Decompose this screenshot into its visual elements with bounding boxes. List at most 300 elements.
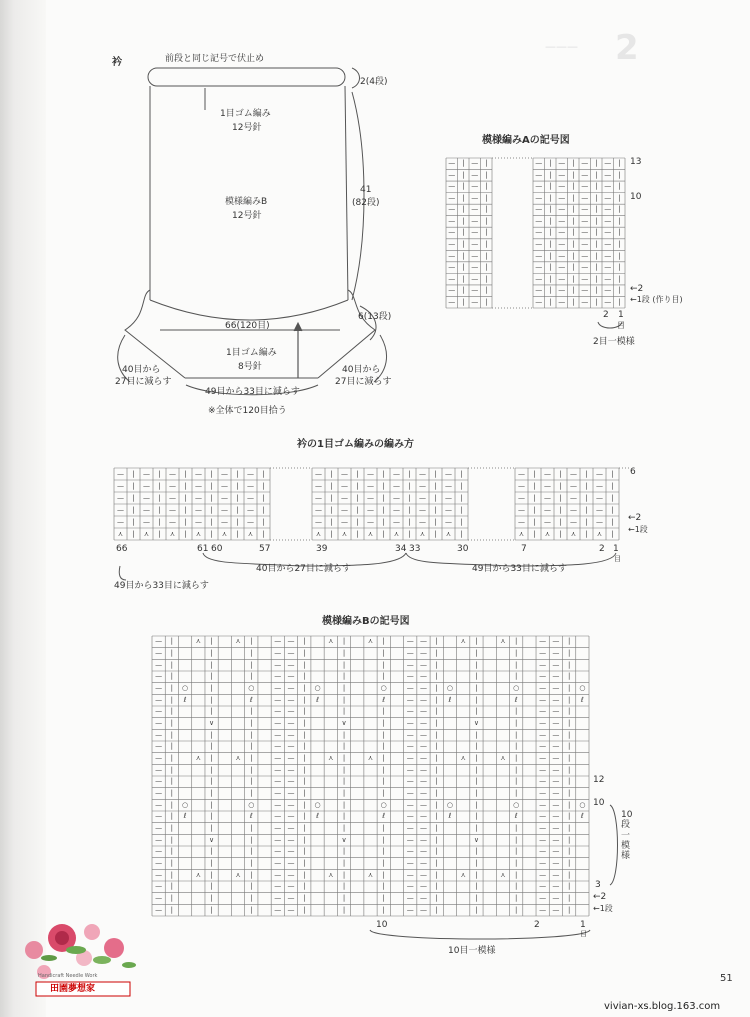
stitch-symbol: ○ xyxy=(314,800,321,809)
stitch-symbol: | xyxy=(303,835,306,844)
stitch-symbol: | xyxy=(342,660,346,669)
stitch-symbol: | xyxy=(342,765,346,774)
stitch-symbol: — xyxy=(518,517,525,526)
pickup-note: ※全体で120目拾う xyxy=(208,406,287,416)
stitch-symbol: | xyxy=(533,529,536,538)
stitch-symbol: — xyxy=(406,765,414,774)
stitch-symbol: — xyxy=(287,707,295,716)
stitch-symbol: | xyxy=(262,469,265,478)
stitch-symbol: — xyxy=(539,835,547,844)
stitch-symbol: — xyxy=(274,870,282,879)
stitch-symbol: | xyxy=(567,800,571,809)
stitch-symbol: | xyxy=(595,228,598,237)
stitch-symbol: | xyxy=(303,730,306,739)
stitch-symbol: ○ xyxy=(248,683,255,692)
stitch-symbol: | xyxy=(382,905,385,914)
stitch-symbol: — xyxy=(445,517,452,526)
stitch-symbol: | xyxy=(549,251,552,260)
rib-col-33: 33 xyxy=(409,544,421,554)
stitch-symbol: | xyxy=(485,251,488,260)
stitch-symbol: | xyxy=(475,893,478,902)
stitch-symbol: | xyxy=(572,263,575,272)
stitch-symbol: ⋏ xyxy=(518,529,525,538)
stitch-symbol: — xyxy=(581,228,589,237)
stitch-symbol: — xyxy=(552,718,560,727)
stitch-symbol: | xyxy=(611,493,614,502)
stitch-symbol: | xyxy=(303,870,306,879)
stitch-symbol: — xyxy=(393,505,400,514)
stitch-symbol: — xyxy=(535,159,543,168)
stitch-symbol: — xyxy=(419,718,427,727)
stitch-symbol: | xyxy=(595,274,598,283)
stitch-symbol: | xyxy=(460,469,463,478)
stitch-symbol: — xyxy=(448,240,456,249)
stitch-symbol: | xyxy=(514,893,518,902)
chart-a-col-2: 2 xyxy=(603,310,609,320)
rib-col-39: 39 xyxy=(316,544,328,554)
stitch-symbol: — xyxy=(274,672,282,681)
stitch-symbol: | xyxy=(382,648,385,657)
stitch-symbol: | xyxy=(132,505,135,514)
stitch-symbol: | xyxy=(250,672,253,681)
stitch-symbol: ∨ xyxy=(341,835,347,844)
stitch-symbol: — xyxy=(406,812,414,821)
stitch-symbol: | xyxy=(567,777,571,786)
rib-col-61: 61 xyxy=(197,544,209,554)
stitch-symbol: — xyxy=(570,469,577,478)
stitch-symbol: — xyxy=(419,905,427,914)
stitch-symbol: — xyxy=(393,469,400,478)
stitch-symbol: | xyxy=(382,730,385,739)
stitch-symbol: | xyxy=(250,847,253,856)
stitch-symbol: — xyxy=(274,835,282,844)
stitch-symbol: | xyxy=(549,286,552,295)
stitch-symbol: — xyxy=(535,216,543,225)
stitch-symbol: | xyxy=(250,788,253,797)
stitch-symbol: | xyxy=(210,707,213,716)
stitch-symbol: — xyxy=(448,251,456,260)
stitch-symbol: | xyxy=(514,707,518,716)
stitch-symbol: | xyxy=(330,481,333,490)
stitch-symbol: | xyxy=(262,505,265,514)
stitch-symbol: | xyxy=(435,672,438,681)
stitch-symbol: — xyxy=(535,205,543,214)
stitch-symbol: — xyxy=(558,205,566,214)
rib-row-2: ←2 xyxy=(628,513,642,523)
stitch-symbol: | xyxy=(303,800,306,809)
stitch-symbol: | xyxy=(170,648,174,657)
stitch-symbol: | xyxy=(170,905,174,914)
stitch-symbol: — xyxy=(539,777,547,786)
stitch-symbol: — xyxy=(274,765,282,774)
stitch-symbol: | xyxy=(250,777,253,786)
stitch-symbol: ℓ xyxy=(514,695,518,704)
stitch-symbol: | xyxy=(618,216,621,225)
stitch-symbol: | xyxy=(330,505,333,514)
stitch-symbol: ⋏ xyxy=(117,529,124,538)
stitch-symbol: | xyxy=(595,240,598,249)
stitch-symbol: | xyxy=(408,469,411,478)
stitch-symbol: ⋏ xyxy=(367,529,374,538)
stitch-symbol: | xyxy=(435,812,438,821)
stitch-symbol: | xyxy=(533,493,536,502)
stitch-symbol: — xyxy=(604,297,612,306)
stitch-symbol: ⋏ xyxy=(460,870,466,879)
stitch-symbol: — xyxy=(552,882,560,891)
stitch-symbol: — xyxy=(552,777,560,786)
stitch-symbol: | xyxy=(250,660,253,669)
stitch-symbol: — xyxy=(558,228,566,237)
stitch-symbol: — xyxy=(544,469,551,478)
stitch-symbol: — xyxy=(535,274,543,283)
stitch-symbol: | xyxy=(250,753,253,762)
dim-height: 41 xyxy=(360,185,372,195)
stitch-symbol: | xyxy=(132,469,135,478)
left-decrease-2: 27目に減らす xyxy=(115,377,172,387)
stitch-symbol: | xyxy=(475,812,478,821)
stitch-symbol: | xyxy=(170,847,174,856)
stitch-symbol: — xyxy=(406,648,414,657)
stitch-symbol: | xyxy=(618,159,621,168)
stitch-symbol: — xyxy=(341,469,348,478)
stitch-symbol: — xyxy=(155,777,163,786)
stitch-symbol: — xyxy=(558,251,566,260)
stitch-symbol: | xyxy=(462,216,465,225)
stitch-symbol: | xyxy=(184,517,187,526)
stitch-symbol: | xyxy=(514,753,518,762)
stitch-symbol: — xyxy=(604,193,612,202)
stitch-symbol: | xyxy=(342,905,346,914)
bleed-through-numeral: 2 xyxy=(615,28,639,68)
stitch-symbol: — xyxy=(552,870,560,879)
stitch-symbol: ℓ xyxy=(382,695,386,704)
stitch-symbol: | xyxy=(250,858,253,867)
stitch-symbol: | xyxy=(382,718,385,727)
left-decrease-1: 40目から xyxy=(122,365,161,375)
stitch-symbol: | xyxy=(382,707,385,716)
stitch-symbol: | xyxy=(210,683,213,692)
stitch-symbol: — xyxy=(419,765,427,774)
stitch-symbol: | xyxy=(514,870,518,879)
stitch-symbol: | xyxy=(170,718,174,727)
stitch-symbol: | xyxy=(210,481,213,490)
stitch-symbol: | xyxy=(132,493,135,502)
stitch-symbol: | xyxy=(475,753,478,762)
stitch-symbol: — xyxy=(419,893,427,902)
stitch-symbol: | xyxy=(170,800,174,809)
chart-a-row-10: 10 xyxy=(630,192,642,202)
stitch-symbol: — xyxy=(535,170,543,179)
stitch-symbol: ⋏ xyxy=(500,870,506,879)
stitch-symbol: | xyxy=(262,493,265,502)
stitch-symbol: — xyxy=(544,517,551,526)
stitch-symbol: — xyxy=(596,517,603,526)
stitch-symbol: — xyxy=(552,707,560,716)
stitch-symbol: ⋏ xyxy=(195,529,202,538)
stitch-symbol: | xyxy=(485,274,488,283)
stitch-symbol: | xyxy=(210,695,213,704)
stitch-symbol: — xyxy=(604,251,612,260)
stitch-symbol: | xyxy=(342,823,346,832)
stitch-symbol: — xyxy=(274,660,282,669)
stitch-symbol: ⋏ xyxy=(445,529,452,538)
chart-b-repeat-rows: 10段一模様 xyxy=(621,810,633,862)
stitch-symbol: — xyxy=(315,517,322,526)
stitch-symbol: — xyxy=(315,505,322,514)
stitch-symbol: | xyxy=(303,905,306,914)
stitch-symbol: | xyxy=(549,205,552,214)
stitch-symbol: ℓ xyxy=(514,812,518,821)
stitch-symbol: — xyxy=(274,753,282,762)
stitch-symbol: — xyxy=(406,660,414,669)
stitch-symbol: — xyxy=(535,240,543,249)
stitch-symbol: | xyxy=(514,648,518,657)
stitch-symbol: — xyxy=(143,469,150,478)
stitch-symbol: | xyxy=(342,637,346,646)
stitch-symbol: | xyxy=(611,517,614,526)
stitch-symbol: | xyxy=(475,765,478,774)
stitch-symbol: — xyxy=(169,493,176,502)
stitch-symbol: | xyxy=(342,788,346,797)
stitch-symbol: | xyxy=(559,493,562,502)
stitch-symbol: | xyxy=(408,493,411,502)
stitch-symbol: — xyxy=(155,893,163,902)
stitch-symbol: — xyxy=(287,637,295,646)
stitch-symbol: — xyxy=(604,274,612,283)
stitch-symbol: — xyxy=(287,730,295,739)
stitch-symbol: — xyxy=(155,812,163,821)
stitch-symbol: | xyxy=(618,251,621,260)
stitch-symbol: | xyxy=(170,835,174,844)
stitch-symbol: — xyxy=(539,672,547,681)
bleed-through-text: ——— xyxy=(545,40,578,53)
stitch-symbol: — xyxy=(518,505,525,514)
stitch-symbol: | xyxy=(611,529,614,538)
stitch-symbol: | xyxy=(382,777,385,786)
chart-b-repeat: 10目一模様 xyxy=(448,946,496,956)
stitch-symbol: | xyxy=(303,765,306,774)
stitch-symbol: — xyxy=(604,159,612,168)
stitch-symbol: | xyxy=(158,517,161,526)
stitch-symbol: — xyxy=(604,263,612,272)
stitch-symbol: | xyxy=(435,660,438,669)
stitch-symbol: | xyxy=(514,672,518,681)
stitch-symbol: — xyxy=(287,683,295,692)
dim-bottom-right: 6(13段) xyxy=(358,312,392,322)
stitch-symbol: | xyxy=(567,695,571,704)
stitch-symbol: | xyxy=(572,182,575,191)
stitch-symbol: | xyxy=(132,481,135,490)
stitch-symbol: — xyxy=(406,672,414,681)
stitch-symbol: — xyxy=(406,905,414,914)
stitch-symbol: | xyxy=(210,905,213,914)
stitch-symbol: ℓ xyxy=(249,695,253,704)
stitch-symbol: — xyxy=(581,170,589,179)
stitch-symbol: | xyxy=(514,637,518,646)
stitch-symbol: | xyxy=(170,812,174,821)
stitch-symbol: ⋏ xyxy=(367,637,374,646)
stitch-symbol: | xyxy=(435,730,438,739)
stitch-symbol: — xyxy=(221,469,228,478)
stitch-symbol: ⋏ xyxy=(221,529,228,538)
stitch-symbol: | xyxy=(435,905,438,914)
stitch-symbol: | xyxy=(382,742,385,751)
stitch-symbol: — xyxy=(367,481,374,490)
stitch-symbol: — xyxy=(274,695,282,704)
stitch-symbol: — xyxy=(155,835,163,844)
stitch-symbol: — xyxy=(406,870,414,879)
stitch-symbol: | xyxy=(485,205,488,214)
stitch-symbol: | xyxy=(618,182,621,191)
stitch-symbol: | xyxy=(460,481,463,490)
stitch-symbol: | xyxy=(585,469,588,478)
stitch-symbol: — xyxy=(274,800,282,809)
stitch-symbol: | xyxy=(572,286,575,295)
stitch-symbol: | xyxy=(342,753,346,762)
stitch-symbol: — xyxy=(419,648,427,657)
stitch-symbol: | xyxy=(382,517,385,526)
stitch-symbol: ℓ xyxy=(183,812,187,821)
stitch-symbol: | xyxy=(382,858,385,867)
stitch-symbol: — xyxy=(155,823,163,832)
stitch-symbol: | xyxy=(514,742,518,751)
stitch-symbol: — xyxy=(471,263,479,272)
stitch-symbol: — xyxy=(419,695,427,704)
stitch-symbol: | xyxy=(475,707,478,716)
rib-top-label: 1目ゴム編み xyxy=(220,109,271,119)
stitch-symbol: | xyxy=(210,788,213,797)
rose-logo xyxy=(14,910,149,1015)
stitch-symbol: | xyxy=(262,481,265,490)
stitch-symbol: — xyxy=(367,505,374,514)
stitch-symbol: | xyxy=(567,753,571,762)
rib-col-30: 30 xyxy=(457,544,469,554)
stitch-symbol: | xyxy=(250,730,253,739)
stitch-symbol: | xyxy=(170,858,174,867)
stitch-symbol: — xyxy=(539,707,547,716)
stitch-symbol: — xyxy=(155,788,163,797)
stitch-symbol: | xyxy=(210,529,213,538)
logo-sub: Handicraft Needle Work xyxy=(38,973,98,979)
stitch-symbol: | xyxy=(170,637,174,646)
stitch-symbol: | xyxy=(435,777,438,786)
stitch-symbol: | xyxy=(485,286,488,295)
stitch-symbol: | xyxy=(514,823,518,832)
stitch-symbol: — xyxy=(406,788,414,797)
stitch-symbol: | xyxy=(210,847,213,856)
stitch-symbol: | xyxy=(572,297,575,306)
stitch-symbol: | xyxy=(475,882,478,891)
stitch-symbol: — xyxy=(274,823,282,832)
stitch-symbol: — xyxy=(419,707,427,716)
right-decrease-1: 40目から xyxy=(342,365,381,375)
stitch-symbol: — xyxy=(539,695,547,704)
rib-col-57: 57 xyxy=(259,544,271,554)
stitch-symbol: | xyxy=(585,481,588,490)
stitch-symbol: | xyxy=(611,469,614,478)
stitch-symbol: ⋏ xyxy=(328,753,334,762)
stitch-symbol: — xyxy=(471,297,479,306)
stitch-symbol: — xyxy=(558,274,566,283)
dim-width: 66(120目) xyxy=(225,321,270,331)
stitch-symbol: | xyxy=(595,251,598,260)
stitch-symbol: | xyxy=(210,648,213,657)
stitch-symbol: | xyxy=(382,870,385,879)
stitch-symbol: | xyxy=(514,765,518,774)
stitch-symbol: | xyxy=(549,240,552,249)
stitch-symbol: — xyxy=(274,858,282,867)
stitch-symbol: | xyxy=(475,870,478,879)
stitch-symbol: | xyxy=(618,170,621,179)
stitch-symbol: — xyxy=(471,286,479,295)
stitch-symbol: | xyxy=(618,274,621,283)
stitch-symbol: — xyxy=(539,788,547,797)
stitch-symbol: | xyxy=(475,777,478,786)
stitch-symbol: | xyxy=(158,493,161,502)
stitch-symbol: | xyxy=(250,893,253,902)
stitch-symbol: | xyxy=(210,823,213,832)
stitch-symbol: — xyxy=(419,660,427,669)
stitch-symbol: — xyxy=(448,297,456,306)
pattern-b-needle: 12号針 xyxy=(232,211,262,221)
stitch-symbol: ⋏ xyxy=(393,529,400,538)
stitch-symbol: | xyxy=(475,672,478,681)
stitch-symbol: | xyxy=(184,481,187,490)
stitch-symbol: | xyxy=(342,777,346,786)
page-number: 51 xyxy=(720,973,733,984)
stitch-symbol: ℓ xyxy=(448,695,452,704)
stitch-symbol: | xyxy=(585,505,588,514)
stitch-symbol: | xyxy=(435,707,438,716)
stitch-symbol: | xyxy=(382,469,385,478)
stitch-symbol: — xyxy=(155,905,163,914)
stitch-symbol: — xyxy=(419,788,427,797)
stitch-symbol: | xyxy=(460,529,463,538)
stitch-symbol: — xyxy=(406,847,414,856)
stitch-symbol: | xyxy=(210,870,213,879)
stitch-symbol: | xyxy=(382,672,385,681)
stitch-symbol: | xyxy=(549,228,552,237)
stitch-symbol: — xyxy=(604,216,612,225)
stitch-symbol: | xyxy=(460,493,463,502)
stitch-symbol: | xyxy=(435,823,438,832)
stitch-symbol: | xyxy=(567,870,571,879)
stitch-symbol: | xyxy=(567,707,571,716)
stitch-symbol: — xyxy=(471,240,479,249)
collar-title: 衿 xyxy=(112,57,122,68)
stitch-symbol: — xyxy=(155,870,163,879)
stitch-symbol: | xyxy=(250,742,253,751)
stitch-symbol: — xyxy=(406,695,414,704)
stitch-symbol: | xyxy=(382,788,385,797)
stitch-symbol: | xyxy=(559,469,562,478)
stitch-symbol: ℓ xyxy=(580,695,584,704)
stitch-symbol: | xyxy=(572,205,575,214)
stitch-symbol: — xyxy=(155,637,163,646)
stitch-symbol: | xyxy=(435,835,438,844)
stitch-symbol: — xyxy=(518,469,525,478)
stitch-symbol: | xyxy=(567,730,571,739)
stitch-symbol: | xyxy=(567,788,571,797)
stitch-symbol: | xyxy=(158,529,161,538)
rib-row-2-num: 2 xyxy=(635,513,642,523)
stitch-symbol: | xyxy=(342,893,346,902)
stitch-symbol: | xyxy=(342,742,346,751)
stitch-symbol: — xyxy=(604,170,612,179)
stitch-symbol: | xyxy=(303,753,306,762)
stitch-symbol: — xyxy=(539,730,547,739)
rib-col-7: 7 xyxy=(521,544,527,554)
